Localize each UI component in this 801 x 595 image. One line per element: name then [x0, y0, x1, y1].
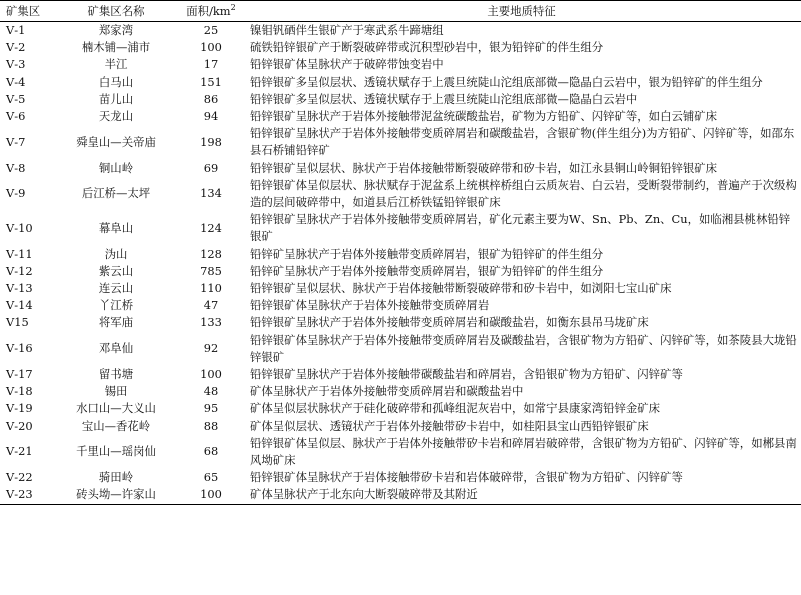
table-row — [0, 211, 801, 245]
table-row — [0, 22, 801, 40]
cell-features: 铅锌银矿呈似层状、脉状产于岩体接触带断裂破碎带和矽卡岩中，如浏阳七宝山矿床 — [250, 281, 672, 296]
cell-features: 铅锌银矿呈脉状产于岩体外接触带变质碎屑岩和碳酸盐岩，如衡东县吊马垅矿床 — [250, 315, 649, 330]
header-area-label: 面积/km — [186, 4, 231, 18]
table-row — [0, 39, 801, 56]
cell-features: 铅锌银矿呈脉状产于岩体外接触带碳酸盐岩和碎屑岩，含铅银矿物为方铅矿、闪锌矿等 — [250, 367, 683, 382]
cell-code: Ⅴ-3 — [6, 57, 26, 72]
cell-area: 198 — [200, 134, 222, 149]
cell-name: 将军庙 — [98, 315, 134, 330]
cell-name: 楠木铺—浦市 — [81, 40, 151, 55]
cell-code: Ⅴ-5 — [6, 91, 26, 106]
cell-area: 100 — [200, 367, 222, 382]
cell-area: 92 — [203, 341, 219, 356]
table-row — [0, 177, 801, 211]
table-row — [0, 383, 801, 400]
table-row — [0, 435, 801, 469]
cell-area: 128 — [200, 246, 222, 261]
cell-name: 骑田岭 — [98, 470, 134, 485]
cell-area: 95 — [203, 401, 219, 416]
cell-area: 86 — [203, 91, 219, 106]
cell-name: 苗儿山 — [98, 91, 134, 106]
cell-features: 矿体呈脉状产于岩体外接触带变质碎屑岩和碳酸盐岩中 — [250, 384, 524, 399]
table-row — [0, 332, 801, 366]
cell-features: 铅锌银矿体呈脉状产于破碎带蚀变岩中 — [250, 57, 444, 72]
cell-name: 丫江桥 — [98, 298, 134, 313]
cell-name: 邓阜仙 — [98, 341, 134, 356]
cell-code: Ⅴ-20 — [6, 418, 33, 433]
cell-area: 124 — [200, 220, 222, 235]
header-features: 主要地质特征 — [242, 1, 801, 22]
table-body — [0, 22, 801, 505]
cell-name: 半江 — [104, 57, 128, 72]
cell-name: 舜皇山—关帝庙 — [76, 134, 156, 149]
header-area — [180, 1, 242, 22]
cell-code: Ⅴ-14 — [6, 298, 33, 313]
table-row — [0, 314, 801, 331]
cell-code: Ⅴ-9 — [6, 186, 26, 201]
cell-code: Ⅴ-1 — [6, 23, 26, 37]
table-row — [0, 108, 801, 125]
cell-features: 铅锌银矿体呈脉状产于岩体外接触带变质碎屑岩 — [250, 298, 490, 313]
cell-features: 铅锌银矿呈似层状、脉状产于岩体接触带断裂破碎带和矽卡岩，如江永县铜山岭铜铅锌银矿床 — [250, 160, 718, 175]
cell-name: 白马山 — [98, 74, 134, 89]
cell-features: 铅锌银矿多呈似层状、透镜状赋存于上震旦统陡山沱组底部微—隐晶白云岩中 — [250, 91, 638, 106]
cell-code: Ⅴ-16 — [6, 341, 33, 356]
cell-area: 48 — [203, 384, 219, 399]
cell-features: 矿体呈脉状产于北东向大断裂破碎带及其附近 — [242, 486, 801, 504]
table-row — [0, 160, 801, 177]
cell-features: 铅锌矿呈脉状产于岩体外接触带变质碎屑岩，银矿为铅锌矿的伴生组分 — [250, 246, 604, 261]
cell-code: Ⅴ-2 — [6, 40, 26, 55]
cell-code: Ⅴ-19 — [6, 401, 33, 416]
cell-area: 94 — [203, 109, 219, 124]
cell-area: 17 — [203, 57, 219, 72]
table-row — [0, 418, 801, 435]
cell-features: 铅锌银矿呈脉状产于岩体外接触带泥盆统碳酸盐岩，矿物为方铅矿、闪锌矿等，如白云铺矿床 — [250, 109, 718, 124]
header-name: 矿集区名称 — [52, 1, 180, 22]
cell-features: 铅锌银矿呈脉状产于岩体外接触带变质碎屑岩，矿化元素主要为W、Sn、Pb、Zn、Cu，如临湘县桃林铅锌银矿 — [250, 212, 791, 244]
table-row — [0, 91, 801, 108]
header-area-unit-superscript: 2 — [230, 3, 236, 13]
cell-features: 铅锌银矿体呈脉状产于岩体接触带矽卡岩和岩体破碎带，含银矿物为方铅矿、闪锌矿等 — [250, 470, 683, 485]
cell-code: Ⅴ-12 — [6, 263, 33, 278]
cell-name: 郑家湾 — [98, 23, 134, 37]
cell-features: 铅锌银矿多呈似层状、透镜状赋存于上震旦统陡山沱组底部微—隐晶白云岩中，银为铅锌矿的伴生组分 — [250, 74, 763, 89]
cell-code: Ⅴ-23 — [0, 486, 52, 504]
cell-name: 沩山 — [104, 246, 128, 261]
cell-area: 100 — [200, 40, 222, 55]
cell-name: 天龙山 — [98, 109, 134, 124]
table-row — [0, 469, 801, 486]
cell-code: Ⅴ-18 — [6, 384, 33, 399]
cell-code: Ⅴ-22 — [6, 470, 33, 485]
cell-code: Ⅴ-6 — [6, 109, 26, 124]
cell-area: 68 — [203, 444, 219, 459]
cell-area: 151 — [200, 74, 222, 89]
table-row — [0, 246, 801, 263]
cell-area: 133 — [200, 315, 222, 330]
cell-name: 锡田 — [104, 384, 128, 399]
cell-name: 紫云山 — [98, 263, 134, 278]
cell-features: 铅锌银矿体呈似层状、脉状赋存于泥盆系上统棋梓桥组白云质灰岩、白云岩，受断裂带制约，普遍产于次级构造的层间破碎带中，如道县后江桥铁锰铅锌银矿床 — [250, 177, 797, 210]
cell-name: 宝山—香花岭 — [81, 418, 151, 433]
cell-code: Ⅴ-11 — [6, 246, 33, 261]
cell-name: 后江桥—太坪 — [81, 186, 151, 201]
table-row — [0, 125, 801, 159]
cell-code: Ⅴ-7 — [6, 134, 26, 149]
cell-features: 硫铁铅锌银矿产于断裂破碎带或沉积型砂岩中，银为铅锌矿的伴生组分 — [250, 40, 604, 55]
table-row — [0, 263, 801, 280]
cell-name: 连云山 — [98, 281, 134, 296]
table-row — [0, 280, 801, 297]
cell-features: 铅锌银矿呈脉状产于岩体外接触带变质碎屑岩和碳酸盐岩，含银矿物(伴生组分)为方铅矿、闪锌矿等，如邵东县石桥铺铅锌矿 — [250, 126, 795, 158]
table-row — [0, 56, 801, 73]
table-row — [0, 297, 801, 314]
cell-area: 25 — [203, 23, 219, 37]
cell-area: 100 — [180, 486, 242, 504]
table-row — [0, 366, 801, 383]
cell-code: Ⅴ-17 — [6, 367, 33, 382]
cell-features: 矿体呈似层状、透镜状产于岩体外接触带矽卡岩中，如桂阳县宝山西铅锌银矿床 — [250, 418, 649, 433]
cell-features: 镍钼钒硒伴生银矿产于寒武系牛蹄塘组 — [250, 23, 444, 37]
table-header-row — [0, 1, 801, 22]
cell-features: 矿体呈似层状脉状产于硅化破碎带和孤峰组泥灰岩中，如常宁县康家湾铅锌金矿床 — [250, 401, 661, 416]
cell-name: 幕阜山 — [98, 220, 134, 235]
cell-name: 砖头坳—许家山 — [52, 486, 180, 504]
cell-code: Ⅴ-13 — [6, 281, 33, 296]
cell-code: Ⅴ-8 — [6, 160, 26, 175]
cell-features: 铅锌银矿体呈脉状产于岩体外接触带变质碎屑岩及碳酸盐岩，含银矿物为方铅矿、闪锌矿等，如茶陵县大垅铅锌银矿 — [250, 332, 797, 364]
cell-name: 留书塘 — [98, 367, 134, 382]
cell-name: 千里山—瑶岗仙 — [76, 444, 156, 459]
cell-name: 水口山—大义山 — [76, 401, 156, 416]
cell-area: 65 — [203, 470, 219, 485]
cell-area: 110 — [200, 281, 222, 296]
cell-code: Ⅴ-10 — [6, 220, 33, 235]
table-row — [0, 400, 801, 417]
cell-code: Ⅴ-21 — [6, 444, 33, 459]
table-row — [0, 486, 801, 504]
table-row — [0, 74, 801, 91]
cell-name: 铜山岭 — [98, 160, 134, 175]
cell-code: Ⅴ-4 — [6, 74, 26, 89]
cell-features: 铅锌矿呈脉状产于岩体外接触带变质碎屑岩，银矿为铅锌矿的伴生组分 — [250, 263, 604, 278]
cell-area: 47 — [203, 298, 219, 313]
cell-features: 铅锌银矿体呈似层、脉状产于岩体外接触带矽卡岩和碎屑岩破碎带，含银矿物为方铅矿、闪锌矿等，如郴县南风坳矿床 — [250, 435, 797, 468]
cell-area: 134 — [200, 186, 222, 201]
cell-area: 69 — [203, 160, 219, 175]
cell-area: 785 — [200, 263, 222, 278]
cell-area: 88 — [203, 418, 219, 433]
cell-code: Ⅴ15 — [6, 315, 29, 330]
header-code: 矿集区 — [0, 1, 52, 22]
